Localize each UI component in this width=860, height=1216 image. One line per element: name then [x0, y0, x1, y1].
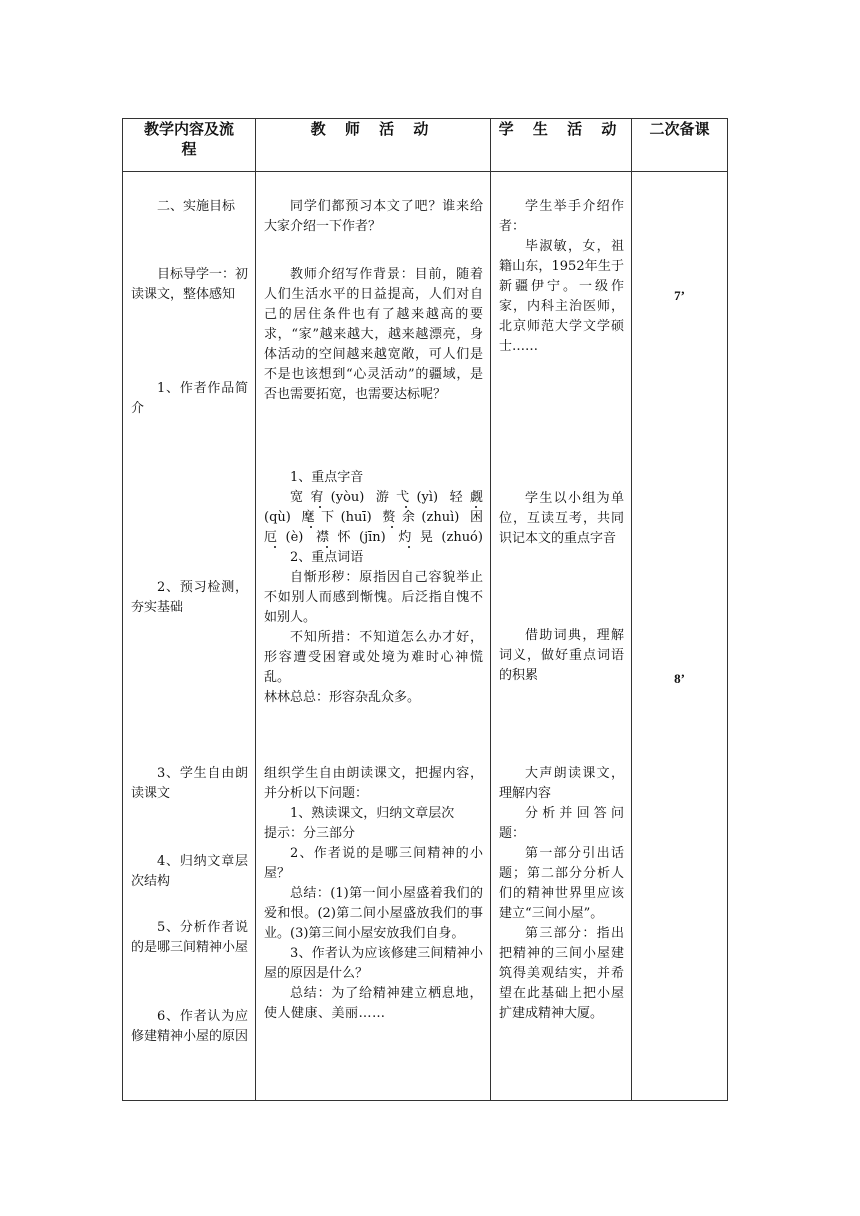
word-2: 不知所措：不知道怎么办才好，形容遭受困窘或处境为难时心神慌乱。 [264, 630, 483, 685]
content-item5: 5、分析作者说的是哪三间精神小屋 [131, 920, 249, 955]
student-part-1-2: 第一部分引出话题；第二部分分析人们的精神世界里应该建立“三间小屋”。 [499, 846, 624, 921]
word-1: 自惭形秽：原指因自己容貌举止不如别人而感到惭愧。后泛指自愧不如别人。 [264, 570, 483, 625]
char-2: 游弋(yì) [375, 490, 439, 505]
header-student: 学 生 活 动 [491, 119, 632, 172]
question-1: 1、熟读课文，归纳文章层次 [290, 806, 455, 821]
minutes-1: 7’ [674, 288, 685, 303]
content-goal1: 目标导学一：初读课文，整体感知 [131, 267, 249, 302]
content-item4: 4、归纳文章层次结构 [131, 854, 248, 889]
teacher-organize: 组织学生自由朗读课文，把握内容，并分析以下问题： [264, 766, 483, 801]
student-part-3: 第三部分：指出把精神的三间小屋建筑得美观结实，并希望在此基础上把小屋扩建成精神大厦。 [499, 926, 624, 1021]
content-item1: 1、作者作品简介 [131, 381, 248, 416]
question-3: 3、作者认为应该修建三间精神小屋的原因是什么？ [264, 946, 483, 981]
second-cell [632, 172, 728, 1101]
question-3-answer: 总结：为了给精神建立栖息地，使人健康、美丽…… [264, 986, 483, 1021]
student-answer: 分析并回答问题： [499, 806, 624, 841]
teacher-cell [256, 172, 491, 1101]
content-cell [123, 172, 256, 1101]
content-item2: 2、预习检测，夯实基础 [131, 580, 248, 615]
content-item6: 6、作者认为应修建精神小屋的原因 [131, 1009, 249, 1044]
student-cell [491, 172, 632, 1101]
student-intro: 学生举手介绍作者： [499, 199, 624, 234]
char-line-2: (qù) 麾下(huī) 赘余(zhuì) 困 [264, 510, 483, 525]
word-3: 林林总总：形容杂乱众多。 [264, 690, 421, 705]
student-intro-block [499, 197, 624, 357]
teacher-analysis-block [264, 764, 483, 1024]
char-line-1 [264, 488, 483, 508]
char-line-3 [264, 528, 483, 548]
char-4: 麾下(huī) [301, 510, 372, 525]
char-title: 1、重点字音 [290, 470, 364, 485]
content-item3: 3、学生自由朗读课文 [131, 766, 248, 801]
word-title: 2、重点词语 [290, 550, 364, 565]
question-1-hint: 提示：分三部分 [264, 826, 356, 841]
header-teacher: 教 师 活 动 [256, 119, 491, 172]
student-analysis-block [499, 764, 624, 1024]
char-8: 灼晃(zhuó) [398, 530, 483, 545]
minutes-2: 8’ [674, 671, 685, 686]
teacher-intro-question: 同学们都预习本文了吧？谁来给大家介绍一下作者？ [264, 199, 483, 234]
header-content: 教学内容及流程 [123, 119, 256, 172]
content-implement: 二、实施目标 [157, 199, 236, 214]
student-pronunciation: 学生以小组为单位，互读互考，共同识记本文的重点字音 [499, 491, 624, 546]
char-3: 轻觑 [449, 490, 483, 505]
char-5: 赘余(zhuì) [382, 510, 460, 525]
teacher-pronunciation-block [264, 468, 483, 708]
student-vocabulary: 借助词典，理解词义，做好重点词语的积累 [499, 628, 624, 683]
teacher-background: 教师介绍写作背景：目前，随着人们生活水平的日益提高，人们对自己的居住条件也有了越来越高的要求，“家”越来越大，越来越漂亮，身体活动的空间越来越宽敞，可人们是不是也该想到“心灵活动”的疆域，是否也需要拓宽，也需要达标呢？ [264, 267, 483, 402]
char-7: 襟怀(jīn) [316, 530, 386, 545]
question-2: 2、作者说的是哪三间精神的小屋？ [264, 846, 483, 881]
question-2-answer: 总结：(1)第一间小屋盛着我们的爱和恨。(2)第二间小屋盛放我们的事业。(3)第三间小屋安放我们自身。 [264, 886, 483, 941]
lesson-plan-table [122, 118, 728, 1101]
header-row [123, 119, 728, 172]
header-second: 二次备课 [632, 119, 728, 172]
char-6: 厄(è) [264, 530, 304, 545]
student-author-bio: 毕淑敏，女，祖籍山东，1952年生于新疆伊宁。一级作家，内科主治医师，北京师范大学文学硕士…… [499, 239, 624, 354]
student-read-aloud: 大声朗读课文，理解内容 [499, 766, 624, 801]
body-row [123, 172, 728, 1101]
char-1: 宽宥(yòu) [290, 490, 365, 505]
